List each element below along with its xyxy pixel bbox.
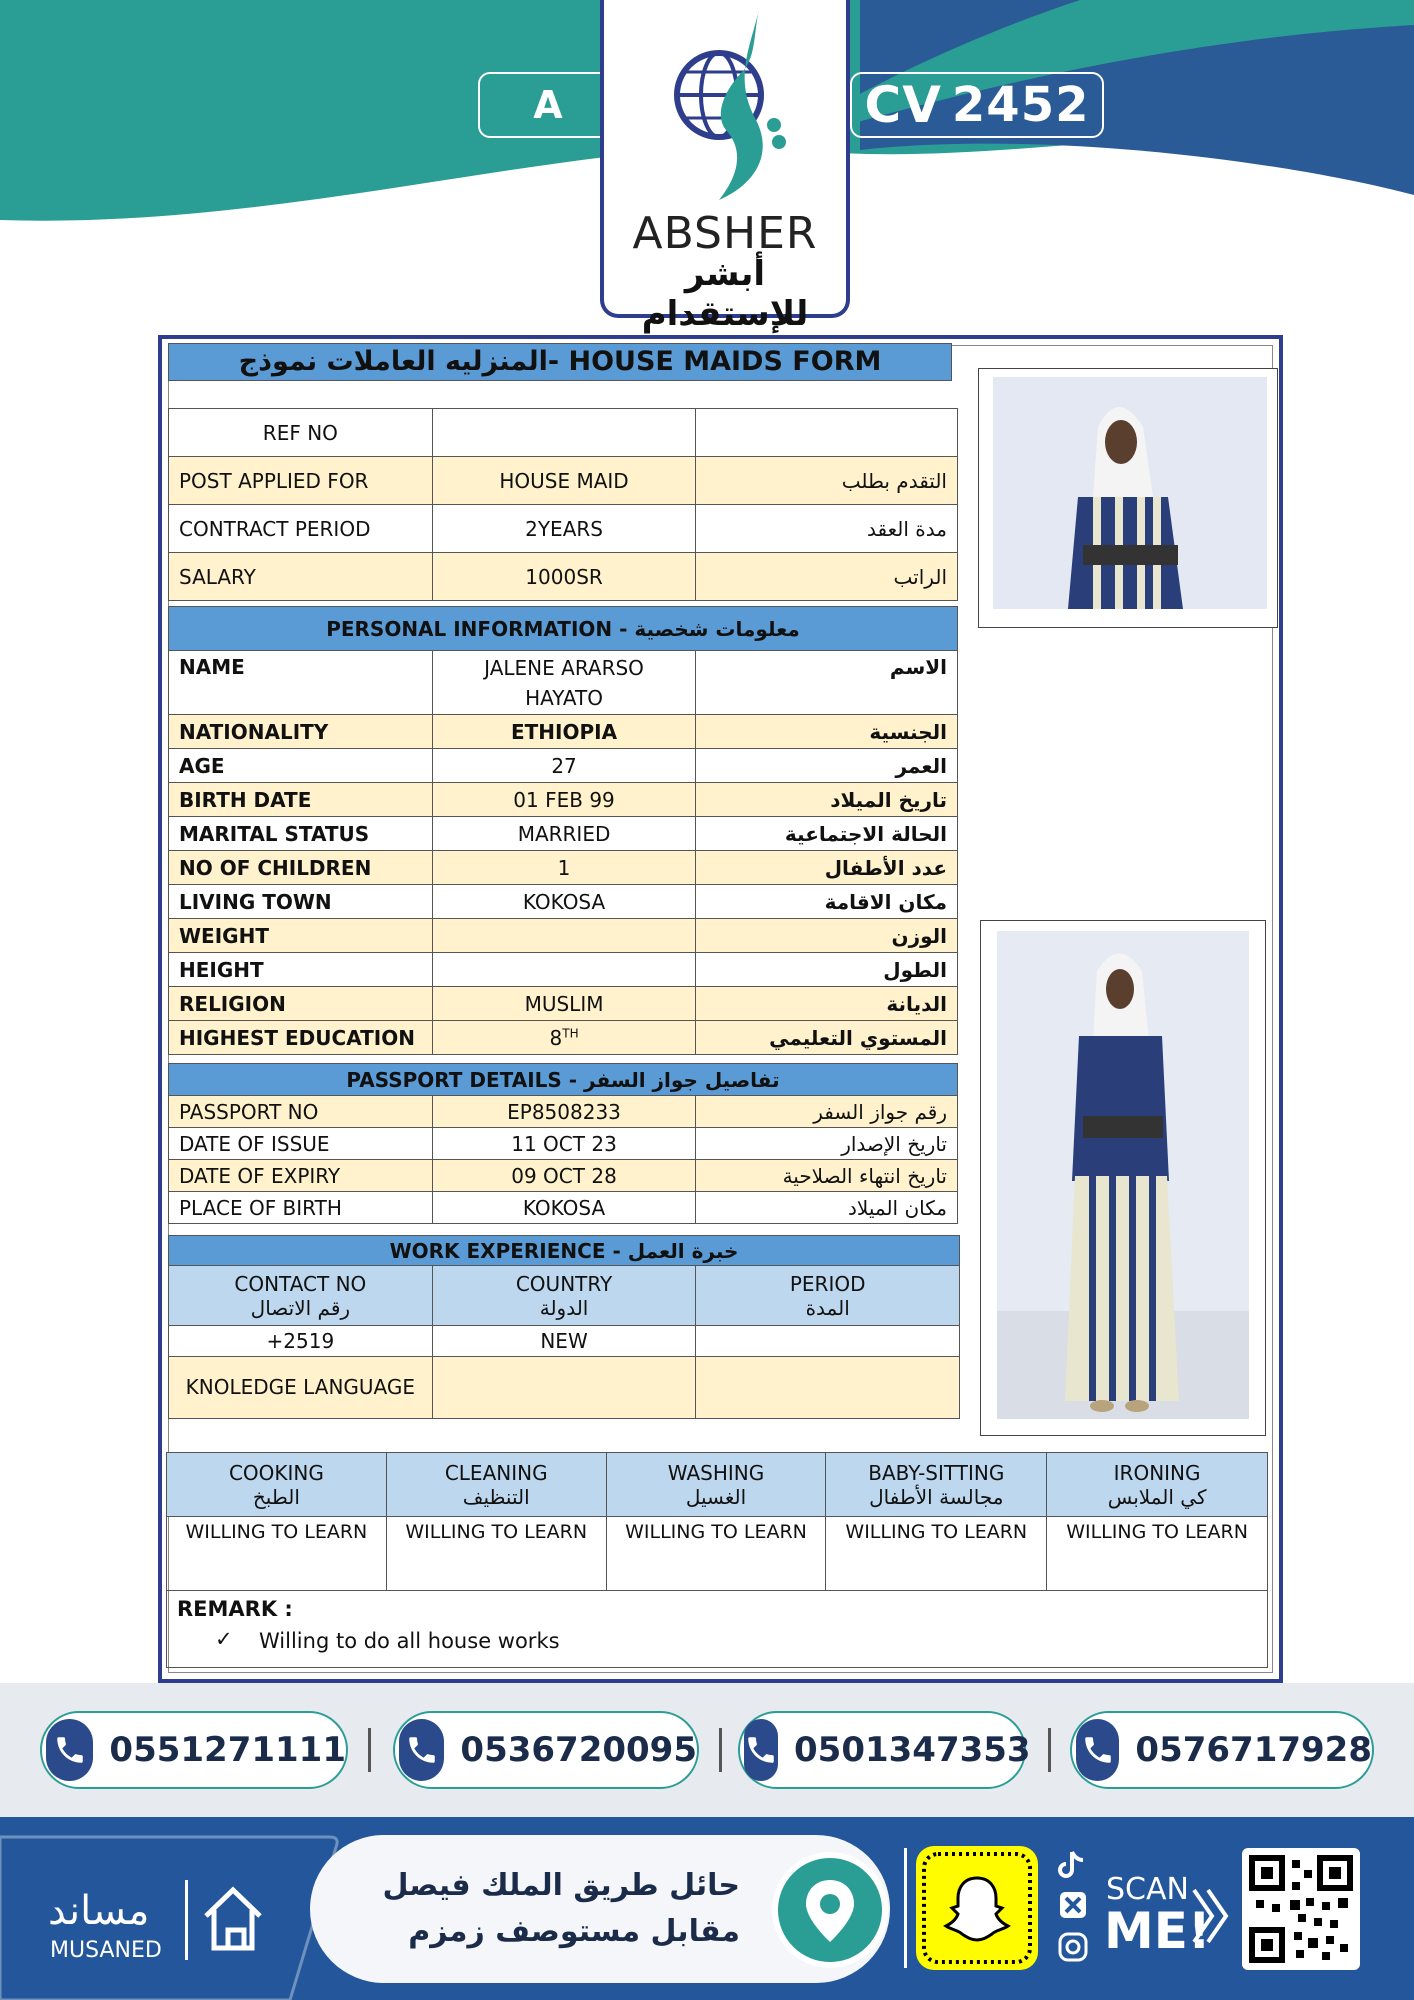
col-period-ar: المدة [805, 1295, 850, 1320]
table-row [169, 749, 958, 783]
birthdate-ar: تاريخ الميلاد [696, 783, 958, 817]
height-label: HEIGHT [169, 953, 433, 987]
table-row [169, 715, 958, 749]
table-row [169, 817, 958, 851]
table-row [169, 457, 958, 505]
nationality-ar: الجنسية [696, 715, 958, 749]
nationality-value: ETHIOPIA [432, 715, 696, 749]
age-label: AGE [169, 749, 433, 783]
phone-icon [1076, 1719, 1119, 1781]
phone-icon [399, 1719, 444, 1781]
skill-ironing-en: IRONING [1113, 1460, 1201, 1485]
education-label: HIGHEST EDUCATION [169, 1021, 433, 1055]
social-icons [1056, 1848, 1092, 1975]
cv-number: 2452 [951, 77, 1090, 133]
divider [904, 1848, 907, 1968]
children-value: 1 [432, 851, 696, 885]
address-line1: حائل طريق الملك فيصل [382, 1868, 740, 1903]
issue-label: DATE OF ISSUE [169, 1128, 433, 1160]
town-label: LIVING TOWN [169, 885, 433, 919]
work-heading: WORK EXPERIENCE - خبرة العمل [169, 1236, 960, 1266]
education-level: 8 [549, 1025, 563, 1050]
birthdate-label: BIRTH DATE [169, 783, 433, 817]
table-row [169, 783, 958, 817]
town-value: KOKOSA [432, 885, 696, 919]
divider [368, 1728, 371, 1772]
col-country-ar: الدولة [539, 1295, 589, 1320]
table-row [169, 851, 958, 885]
work-table [168, 1235, 960, 1419]
pob-value: KOKOSA [432, 1192, 696, 1224]
table-row [169, 1160, 958, 1192]
check-icon: ✓ [215, 1627, 233, 1651]
remark-label: REMARK : [177, 1597, 293, 1621]
skill-cooking-value: WILLING TO LEARN [167, 1517, 387, 1591]
passport-table [168, 1063, 958, 1224]
table-row [169, 1326, 960, 1357]
issue-value: 11 OCT 23 [432, 1128, 696, 1160]
col-period-en: PERIOD [789, 1271, 866, 1296]
section-heading-row [169, 1064, 958, 1096]
skill-cleaning-ar: التنظيف [462, 1484, 530, 1509]
phone-pill-4[interactable] [1070, 1711, 1374, 1789]
education-suffix: TH [562, 1025, 579, 1040]
table-header-row [169, 1266, 960, 1326]
contract-label: CONTRACT PERIOD [169, 505, 433, 553]
knowledge-language-label: KNOLEDGE LANGUAGE [169, 1357, 433, 1419]
table-row [169, 953, 958, 987]
skill-washing-ar: الغسيل [685, 1484, 747, 1509]
table-row [169, 1192, 958, 1224]
musaned-text-en: MUSANED [50, 1938, 162, 1963]
scan-label: SCAN [1106, 1872, 1189, 1907]
col-period [696, 1266, 960, 1326]
post-label: POST APPLIED FOR [169, 457, 433, 505]
salary-value: 1000SR [432, 553, 696, 601]
person-fullbody-image [997, 931, 1249, 1419]
cv-prefix: CV [864, 76, 942, 134]
skill-cleaning [386, 1453, 606, 1517]
skill-babysitting-ar: مجالسة الأطفال [869, 1484, 1004, 1509]
pob-label: PLACE OF BIRTH [169, 1192, 433, 1224]
contact-value: +2519 [169, 1326, 433, 1357]
personal-table [168, 606, 958, 1055]
table-row [169, 651, 958, 715]
phone-number: 0551271111 [109, 1730, 346, 1770]
absher-logo [600, 0, 850, 334]
passport-heading: PASSPORT DETAILS - تفاصيل جواز السفر [169, 1064, 958, 1096]
table-row [169, 1357, 960, 1419]
country-value: NEW [432, 1326, 696, 1357]
education-value [432, 1021, 696, 1055]
section-heading-row [169, 1236, 960, 1266]
weight-label: WEIGHT [169, 919, 433, 953]
issue-ar: تاريخ الإصدار [696, 1128, 958, 1160]
skills-table [166, 1452, 1268, 1591]
phone-number: 0536720095 [460, 1730, 697, 1770]
religion-label: RELIGION [169, 987, 433, 1021]
address-line2: مقابل مستوصف زمزم [408, 1914, 740, 1949]
phone-pill-3[interactable] [738, 1711, 1031, 1789]
knowledge-language-value [432, 1357, 696, 1419]
person-portrait-image [993, 377, 1267, 609]
skill-babysitting [826, 1453, 1047, 1517]
salary-label: SALARY [169, 553, 433, 601]
name-label: NAME [169, 651, 433, 715]
religion-value: MUSLIM [432, 987, 696, 1021]
phone-number: 0576717928 [1135, 1730, 1372, 1770]
marital-value: MARRIED [432, 817, 696, 851]
chevron-right-icon [1190, 1884, 1230, 1948]
phone-pill-2[interactable] [393, 1711, 699, 1789]
section-heading-row [169, 607, 958, 651]
table-row [169, 919, 958, 953]
qr-code-icon[interactable] [1242, 1848, 1360, 1970]
col-contact-ar: رقم الاتصال [250, 1295, 351, 1320]
skill-cooking-en: COOKING [228, 1460, 324, 1485]
phone-icon [744, 1719, 778, 1781]
table-row [169, 1128, 958, 1160]
pob-ar: مكان الميلاد [696, 1192, 958, 1224]
table-row [169, 1021, 958, 1055]
me-label: ME! [1104, 1902, 1211, 1960]
skill-washing-value: WILLING TO LEARN [606, 1517, 826, 1591]
skill-cooking [167, 1453, 387, 1517]
col-contact-en: CONTACT NO [234, 1271, 367, 1296]
passport-no-label: PASSPORT NO [169, 1096, 433, 1128]
tiktok-x-instagram-icons[interactable] [1056, 1848, 1092, 1970]
skills-value-row [167, 1517, 1268, 1591]
expiry-value: 09 OCT 28 [432, 1160, 696, 1192]
table-row [169, 1096, 958, 1128]
divider [1048, 1728, 1051, 1772]
location-pin-icon[interactable] [772, 1852, 888, 1968]
religion-ar: الديانة [696, 987, 958, 1021]
grade-badge: A [478, 72, 618, 138]
skill-babysitting-value: WILLING TO LEARN [826, 1517, 1047, 1591]
passport-no-ar: رقم جواز السفر [696, 1096, 958, 1128]
table-row [169, 553, 958, 601]
skills-header-row [167, 1453, 1268, 1517]
musaned-logo-icon [198, 1876, 268, 1960]
logo-text-en: ABSHER [632, 208, 818, 259]
ref-value [432, 409, 696, 457]
name-value: JALENE ARARSO HAYATO [432, 651, 696, 715]
col-country-en: COUNTRY [515, 1271, 613, 1296]
age-value: 27 [432, 749, 696, 783]
skill-ironing-ar: كي الملابس [1107, 1484, 1207, 1509]
remark-box [166, 1590, 1268, 1668]
passport-no-value: EP8508233 [432, 1096, 696, 1128]
expiry-ar: تاريخ انتهاء الصلاحية [696, 1160, 958, 1192]
skill-washing-en: WASHING [667, 1460, 765, 1485]
name-ar: الاسم [696, 651, 958, 715]
education-ar: المستوي التعليمي [696, 1021, 958, 1055]
post-ar: التقدم بطلب [696, 457, 958, 505]
expiry-label: DATE OF EXPIRY [169, 1160, 433, 1192]
height-value [432, 953, 696, 987]
post-value: HOUSE MAID [432, 457, 696, 505]
period-value [696, 1326, 960, 1357]
musaned-text-ar: مساند [48, 1888, 150, 1934]
contract-value: 2YEARS [432, 505, 696, 553]
cv-number-badge [850, 72, 1104, 138]
ref-label: REF NO [169, 409, 433, 457]
skill-washing [606, 1453, 826, 1517]
phone-number: 0501347353 [794, 1730, 1031, 1770]
table-row [169, 505, 958, 553]
divider [185, 1880, 188, 1960]
table-row [169, 885, 958, 919]
birthdate-value: 01 FEB 99 [432, 783, 696, 817]
height-ar: الطول [696, 953, 958, 987]
skill-babysitting-en: BABY-SITTING [868, 1460, 1005, 1485]
marital-ar: الحالة الاجتماعية [696, 817, 958, 851]
remark-text: Willing to do all house works [259, 1629, 560, 1653]
col-country [432, 1266, 696, 1326]
weight-ar: الوزن [696, 919, 958, 953]
skill-ironing [1047, 1453, 1268, 1517]
form-title: المنزليه العاملات نموذج- HOUSE MAIDS FORM [168, 343, 952, 381]
marital-label: MARITAL STATUS [169, 817, 433, 851]
skill-cooking-ar: الطبخ [252, 1484, 300, 1509]
children-ar: عدد الأطفال [696, 851, 958, 885]
phone-icon [46, 1719, 93, 1781]
col-contact [169, 1266, 433, 1326]
divider [719, 1728, 722, 1772]
photo-portrait [978, 368, 1278, 628]
phone-pill-1[interactable] [40, 1711, 348, 1789]
knowledge-language-extra [696, 1357, 960, 1419]
salary-ar: الراتب [696, 553, 958, 601]
photo-fullbody [980, 920, 1266, 1436]
personal-heading: PERSONAL INFORMATION - معلومات شخصية [169, 607, 958, 651]
town-ar: مكان الاقامة [696, 885, 958, 919]
skill-cleaning-value: WILLING TO LEARN [386, 1517, 606, 1591]
skill-ironing-value: WILLING TO LEARN [1047, 1517, 1268, 1591]
age-ar: العمر [696, 749, 958, 783]
skill-cleaning-en: CLEANING [444, 1460, 548, 1485]
weight-value [432, 919, 696, 953]
snapchat-qr-icon[interactable] [916, 1846, 1038, 1970]
globe-icon [664, 10, 794, 210]
contract-ar: مدة العقد [696, 505, 958, 553]
children-label: NO OF CHILDREN [169, 851, 433, 885]
table-row [169, 409, 958, 457]
job-table [168, 408, 958, 601]
logo-text-ar: أبشر للإستقدام [641, 254, 809, 334]
table-row [169, 987, 958, 1021]
ref-ar [696, 409, 958, 457]
nationality-label: NATIONALITY [169, 715, 433, 749]
